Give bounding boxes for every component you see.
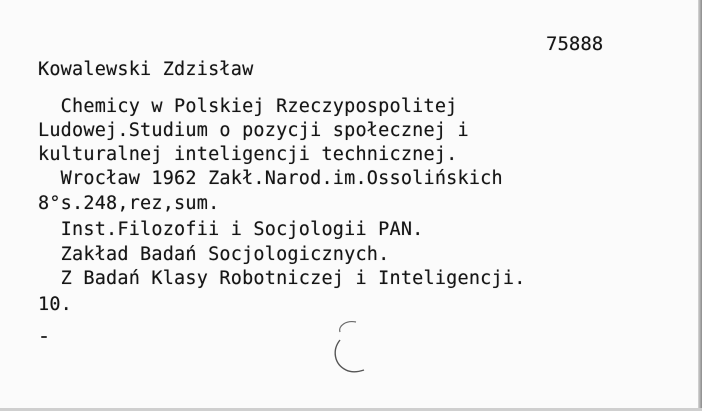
department-line: Zakład Badań Socjologicznych. bbox=[38, 244, 390, 265]
institute-line: Inst.Filozofii i Socjologii PAN. bbox=[38, 219, 424, 240]
ink-speck bbox=[41, 336, 47, 338]
series-line: Z Badań Klasy Robotniczej i Inteligencji. bbox=[38, 268, 526, 289]
publication-line: Wrocław 1962 Zakł.Narod.im.Ossolińskich bbox=[38, 168, 503, 189]
title-line-3: kulturalnej inteligencji technicznej. bbox=[38, 144, 458, 165]
series-number-line: 10. bbox=[38, 294, 73, 315]
punch-hole-mark bbox=[326, 318, 374, 378]
catalog-number: 75888 bbox=[546, 33, 604, 55]
format-line: 8°s.248,rez,sum. bbox=[38, 193, 220, 214]
title-line-2: Ludowej.Studium o pozycji społecznej i bbox=[38, 120, 469, 141]
card-edge-right bbox=[698, 0, 702, 411]
title-line-1: Chemicy w Polskiej Rzeczypospolitej bbox=[38, 96, 458, 117]
author-line: Kowalewski Zdzisław bbox=[38, 59, 254, 80]
